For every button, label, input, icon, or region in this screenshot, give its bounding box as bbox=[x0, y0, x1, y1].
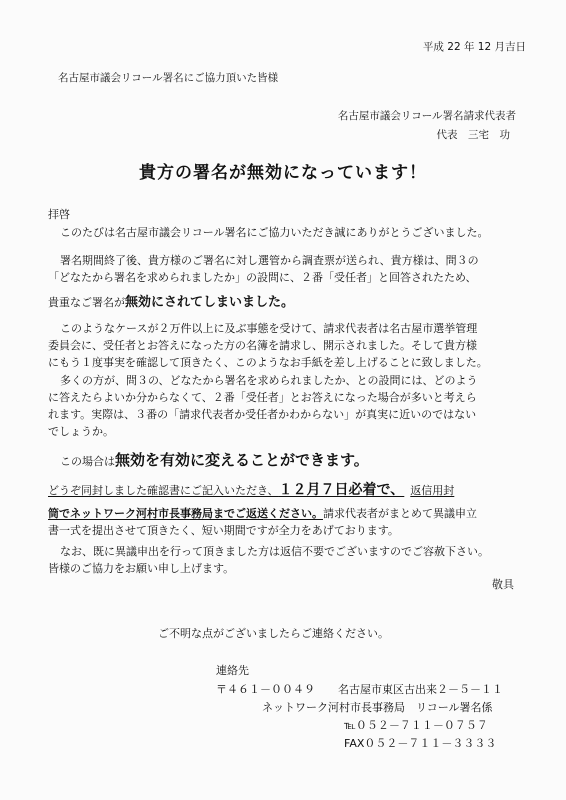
paragraph-invalid-line bbox=[48, 294, 479, 311]
contact-address: 名古屋市東区古出来２－５－１１ bbox=[338, 683, 503, 696]
request-underlined-text: 返信用封 bbox=[410, 484, 455, 497]
paragraph-request-line: 書一式を提出させて頂きたく、短い期間ですが全力をあげております。 bbox=[48, 524, 399, 537]
paragraph-invalid-line: 「どなたから署名を求められましたか」の設問に、２番「受任者」と回答されたため、 bbox=[48, 271, 477, 284]
paragraph-invalid-line: 署名期間終了後、貴方様のご署名に対し選管から調査票が送られ、貴方様は、問３の bbox=[60, 254, 479, 267]
contact-label: 連絡先 bbox=[216, 664, 249, 677]
request-underlined-text: どうぞ同封しました確認書にご記入いただき、 bbox=[48, 484, 279, 497]
paragraph-disclosure-line: このようなケースが２万件以上に及ぶ事態を受けて、請求代表者は名古屋市選挙管理 bbox=[60, 322, 478, 335]
closing-word: 敬具 bbox=[492, 578, 514, 591]
contact-fax: FAX０５２－７１１－３３３３ bbox=[344, 737, 497, 750]
contact-office: ネットワーク河村市長事務局 リコール署名係 bbox=[262, 701, 493, 714]
paragraph-explanation bbox=[48, 372, 478, 440]
headline-valid bbox=[60, 449, 369, 470]
paragraph-explanation-line: に答えたらよいか分からなくて、２番「受任者」とお答えになった場合が多いと考えら bbox=[48, 391, 477, 404]
letter-title: 貴方の署名が無効になっています！ bbox=[139, 163, 427, 183]
paragraph-note-line: なお、既に異議申出を行って頂きました方は返信不要でございますのでご容赦下さい。 bbox=[60, 545, 489, 558]
paragraph-explanation-line: でしょうか。 bbox=[48, 425, 114, 438]
deadline-text: １２月７日必着で、 bbox=[278, 482, 405, 498]
paragraph-note-line: 皆様のご協力をお願い申し上げます。 bbox=[48, 562, 235, 575]
paragraph-request-line bbox=[48, 482, 477, 499]
letter-addressee: 名古屋市議会リコール署名にご協力頂いた皆様 bbox=[58, 72, 279, 84]
paragraph-request-line bbox=[48, 505, 477, 522]
paragraph-disclosure bbox=[48, 320, 488, 371]
request-plain-text: 請求代表者がまとめて異議申立 bbox=[323, 507, 477, 520]
headline-main: 無効を有効に変えることができます。 bbox=[115, 451, 369, 469]
letter-date: 平成 22 年 12 月吉日 bbox=[422, 41, 526, 53]
headline-prefix: この場合は bbox=[60, 455, 115, 468]
paragraph-explanation-line: れます。実際は、３番の「請求代表者か受任者かわからない」が真実に近いのではない bbox=[48, 408, 477, 421]
paragraph-disclosure-line: 委員会に、受任者とお答えになった方の名簿を請求し、開示されました。そして貴方様 bbox=[48, 339, 477, 352]
salutation: 拝啓 bbox=[48, 208, 70, 221]
paragraph-request bbox=[48, 482, 477, 539]
paragraph-invalid bbox=[48, 252, 479, 311]
sender-org: 名古屋市議会リコール署名請求代表者 bbox=[337, 110, 516, 122]
paragraph-disclosure-line: にもう１度事実を確認して頂きたく、このようなお手紙を差し上げることに致しました。 bbox=[48, 356, 488, 369]
contact-postal: 〒４６１－００４９ bbox=[216, 683, 315, 696]
paragraph-explanation-line: 多くの方が、問３の、どなたから署名を求められましたか、との設問には、どのよう bbox=[60, 374, 478, 387]
contact-tel: ℡０５２－７１１－０７５７ bbox=[344, 719, 488, 732]
return-to-office-text: 筒でネットワーク河村市長事務局までご返送ください。 bbox=[48, 507, 323, 520]
inquiry-text: ご不明な点がございましたらご連絡ください。 bbox=[158, 627, 389, 640]
paragraph-thanks: このたびは名古屋市議会リコール署名にご協力いただき誠にありがとうございました。 bbox=[60, 226, 489, 239]
invalid-lead-text: 貴重なご署名が bbox=[48, 296, 125, 309]
paragraph-note bbox=[48, 543, 489, 577]
invalid-emphasis: 無効にされてしまいました。 bbox=[125, 295, 295, 310]
sender-name: 代表 三宅 功 bbox=[436, 129, 510, 141]
